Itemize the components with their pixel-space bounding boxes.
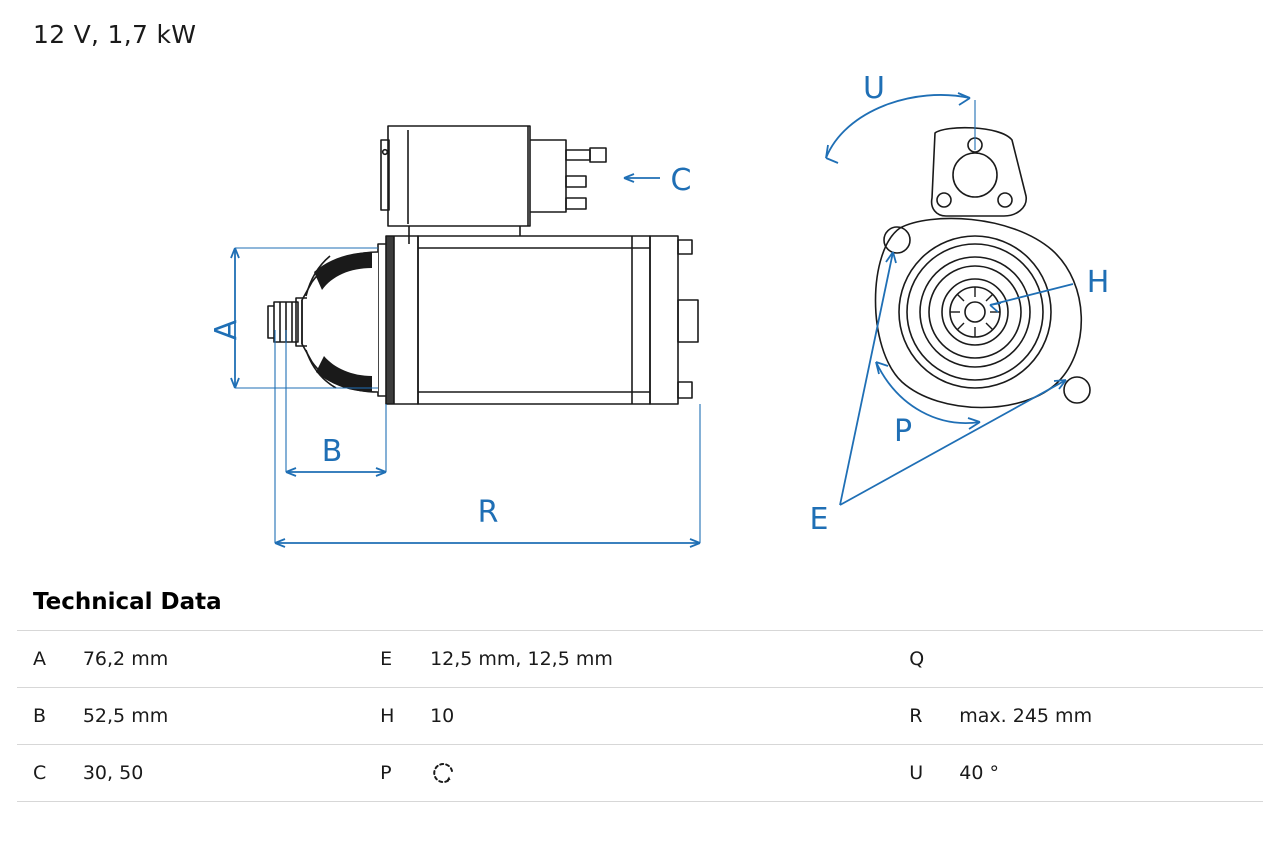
label-r: R — [477, 495, 499, 530]
cell-value-r: max. 245 mm — [945, 688, 1263, 745]
cell-key-r: R — [893, 688, 945, 745]
cell-key-u: U — [893, 745, 945, 802]
table-row — [17, 631, 1263, 688]
technical-data-table — [17, 630, 1263, 802]
cell-value-a: 76,2 mm — [69, 631, 364, 688]
cell-value-u: 40 ° — [945, 745, 1263, 802]
label-p: P — [893, 414, 913, 449]
label-b: B — [321, 434, 343, 469]
label-e: E — [809, 502, 829, 537]
label-u: U — [863, 71, 885, 106]
cell-value-p — [416, 745, 893, 802]
cell-value-c: 30, 50 — [69, 745, 364, 802]
cell-key-b: B — [17, 688, 69, 745]
cell-key-a: A — [17, 631, 69, 688]
cell-key-q: Q — [893, 631, 945, 688]
cell-value-e: 12,5 mm, 12,5 mm — [416, 631, 893, 688]
cell-key-e: E — [364, 631, 416, 688]
cell-value-b: 52,5 mm — [69, 688, 364, 745]
rotation-clockwise-icon — [430, 758, 893, 788]
page-title: 12 V, 1,7 kW — [33, 20, 197, 49]
label-h: H — [1086, 265, 1110, 300]
cell-value-q — [945, 631, 1263, 688]
cell-key-p: P — [364, 745, 416, 802]
table-row — [17, 745, 1263, 802]
label-c: C — [670, 163, 692, 198]
technical-data-heading: Technical Data — [33, 589, 222, 615]
cell-key-c: C — [17, 745, 69, 802]
label-a: A — [209, 319, 244, 341]
cell-key-h: H — [364, 688, 416, 745]
table-row — [17, 688, 1263, 745]
cell-value-h: 10 — [416, 688, 893, 745]
